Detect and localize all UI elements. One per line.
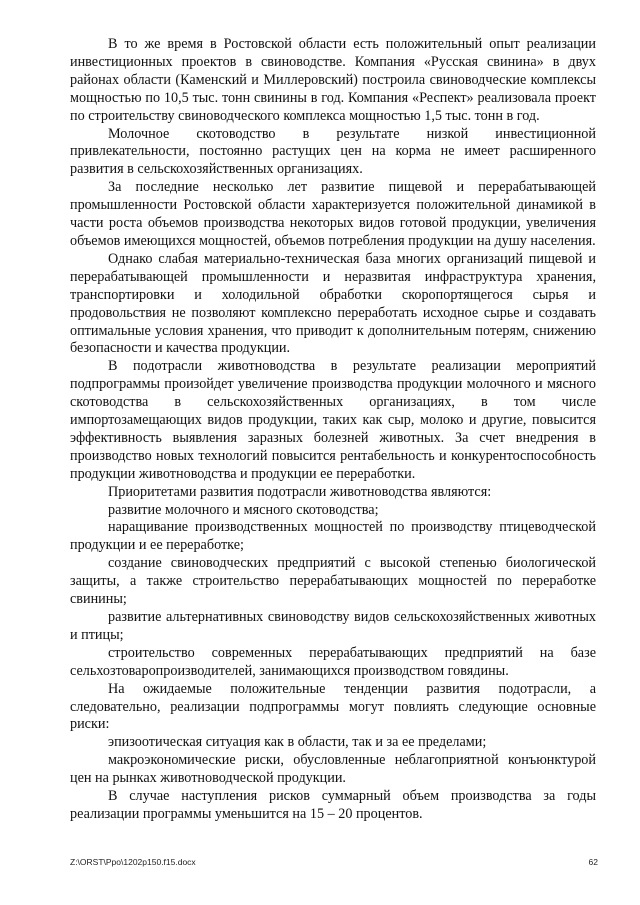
risk-item-epizootic: эпизоотическая ситуация как в области, так и за ее пределами; <box>108 734 487 751</box>
footer-page-number: 62 <box>588 857 598 867</box>
paragraph-risk-impact: В случае наступления рисков суммарный объем производства за годы реализации программы уменьшится на 15 – 20 процентов. <box>70 788 596 822</box>
document-body <box>70 36 596 824</box>
paragraph-risks-intro: На ожидаемые положительные тенденции развития подотрасли, а следовательно, реализации подпрограммы могут повлиять следующие основные риски: <box>70 680 596 733</box>
paragraph-livestock-subsector: В подотрасли животноводства в результате реализации мероприятий подпрограммы произойдет увеличение производства продукции молочного и мясного скотоводства в сельскохозяйственных организациях, в том числе импортозамещающих видов продукции, таких как сыр, молоко и другие, повысится эффективность выявления заразных болезней животных. За счет внедрения в производство новых технологий повысится рентабельность и конкурентоспособность продукции животноводства и продукции ее переработки. <box>70 358 596 482</box>
priority-item-beef-processing: строительство современных перерабатывающих предприятий на базе сельхозтоваропроизводителей, занимающихся производством говядины. <box>70 644 596 679</box>
paragraph-dairy-cattle: Молочное скотоводство в результате низкой инвестиционной привлекательности, постоянно растущих цен на корма не имеет расширенного развития в сельскохозяйственных организациях. <box>70 125 596 178</box>
paragraph-food-industry-dynamics: За последние несколько лет развитие пищевой и перерабатывающей промышленности Ростовской области характеризуется положительной динамикой в части роста объемов производства некоторых видов готовой продукции, увеличения объемов имеющихся мощностей, объемов потребления продукции на душу населения. <box>70 179 596 249</box>
paragraph-weak-infrastructure: Однако слабая материально-техническая база многих организаций пищевой и перерабатывающей промышленности и неразвитая инфраструктура хранения, транспортировки и холодильной обработки скоропортящегося сырья и продовольствия не позволяют комплексно переработать исходное сырье и создавать оптимальные условия хранения, что приводит к дополнительным потерям, снижению безопасности и качества продукции. <box>70 250 596 357</box>
priority-item-dairy-meat: развитие молочного и мясного скотоводства; <box>108 501 379 518</box>
priority-item-poultry: наращивание производственных мощностей по производству птицеводческой продукции и ее переработке; <box>70 519 596 554</box>
paragraph-priorities-intro: Приоритетами развития подотрасли животноводства являются: <box>108 483 492 500</box>
priority-item-alternative-animals: развитие альтернативных свиноводству видов сельскохозяйственных животных и птицы; <box>70 609 596 643</box>
footer-file-path: Z:\ORST\Ppo\1202p150.f15.docx <box>70 857 196 867</box>
paragraph-rostov-pig-projects: В то же время в Ростовской области есть положительный опыт реализации инвестиционных проектов в свиноводстве. Компания «Русская свинина» в двух районах области (Каменский и Миллеровский) построила свиноводческие комплексы мощностью по 10,5 тыс. тонн свинины в год. Компания «Респект» реализовала проект по строительству свиноводческого комплекса мощностью 1,5 тыс. тонн в год. <box>70 36 596 124</box>
risk-item-macroeconomic: макроэкономические риски, обусловленные неблагоприятной конъюнктурой цен на рынках животноводческой продукции. <box>70 752 596 787</box>
priority-item-pig-farms: создание свиноводческих предприятий с высокой степенью биологической защиты, а также строительство перерабатывающих мощностей по переработке свинины; <box>70 555 596 608</box>
